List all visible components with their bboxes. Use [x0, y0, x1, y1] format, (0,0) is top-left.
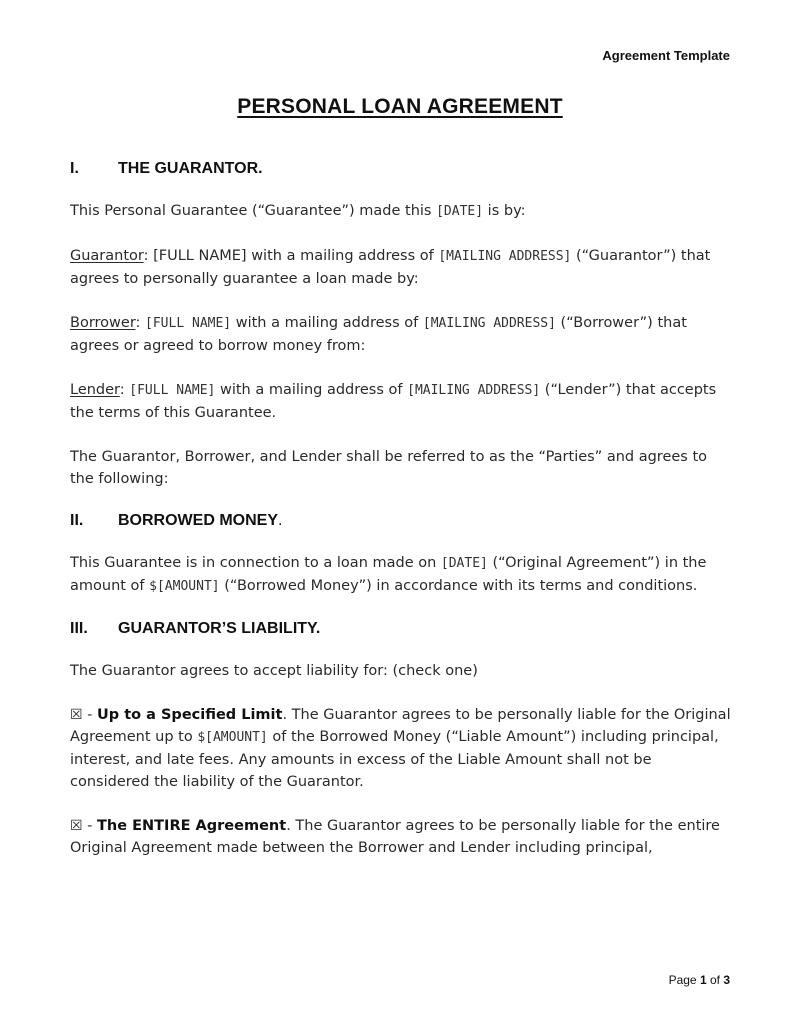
- text-run: This Personal Guarantee (“Guarantee”) made this: [70, 203, 437, 219]
- paragraph-lender: [70, 379, 735, 424]
- document-title: PERSONAL LOAN AGREEMENT: [237, 95, 563, 118]
- paragraph-liability-intro: The Guarantor agrees to accept liability for: (check one): [70, 663, 478, 679]
- address-placeholder: [MAILING ADDRESS]: [407, 383, 541, 398]
- text-run: :: [135, 315, 146, 331]
- document-body: [70, 160, 735, 881]
- option-label: Up to a Specified Limit: [97, 707, 283, 723]
- text-run: (“Borrower”) that agrees or agreed to borrow money from:: [70, 315, 687, 354]
- option-entire-agreement: [70, 815, 735, 859]
- section-heading-liability: [70, 620, 735, 638]
- section-number: II.: [70, 512, 84, 529]
- text-run: . The Guarantor agrees to be personally liable for the entire Original Agreement made between the Borrower and Lender including principal,: [70, 818, 720, 856]
- paragraph-intro: [70, 200, 735, 223]
- date-placeholder: [DATE]: [436, 204, 484, 219]
- section-heading-borrowed-money: [70, 512, 735, 530]
- text-run: (“Original Agreement”) in the amount of: [70, 555, 707, 594]
- text-run: -: [82, 707, 98, 723]
- guarantor-label: Guarantor: [70, 248, 144, 264]
- address-placeholder: [MAILING ADDRESS]: [438, 249, 572, 264]
- option-label: The ENTIRE Agreement: [97, 818, 287, 834]
- borrower-label: Borrower: [70, 315, 136, 331]
- paragraph-borrowed-money: [70, 552, 735, 598]
- address-placeholder: [MAILING ADDRESS]: [422, 316, 556, 331]
- amount-placeholder: $[AMOUNT]: [149, 579, 220, 594]
- paragraph-guarantor: [70, 245, 735, 290]
- total-pages: 3: [723, 973, 730, 987]
- text-run: : [FULL NAME] with a mailing address of: [143, 248, 439, 264]
- text-run: :: [119, 382, 130, 398]
- current-page: 1: [699, 973, 707, 987]
- page-number: [669, 973, 730, 987]
- lender-label: Lender: [70, 382, 120, 398]
- text-run: is by:: [483, 203, 526, 219]
- section-title-text: BORROWED MONEY: [118, 512, 278, 529]
- section-heading-guarantor: [70, 160, 735, 178]
- checkbox-checked-icon[interactable]: ☒: [70, 818, 83, 834]
- section-title: THE GUARANTOR.: [118, 160, 263, 177]
- name-placeholder: [FULL NAME]: [145, 316, 232, 331]
- paragraph-borrower: [70, 312, 735, 357]
- option-specified-limit: [70, 704, 735, 793]
- text-run: This Guarantee is in connection to a loan made on: [70, 555, 441, 571]
- section-title-period: .: [278, 512, 283, 529]
- checkbox-checked-icon[interactable]: ☒: [70, 707, 83, 723]
- amount-placeholder: $[AMOUNT]: [197, 730, 268, 745]
- section-number: III.: [70, 620, 88, 637]
- name-placeholder: [FULL NAME]: [129, 383, 216, 398]
- section-number: I.: [70, 160, 79, 177]
- text-run: . The Guarantor agrees to be personally liable for the Original Agreement up to: [70, 707, 731, 745]
- section-title: GUARANTOR’S LIABILITY.: [118, 620, 321, 637]
- text-run: (“Lender”) that accepts the terms of this Guarantee.: [70, 382, 717, 421]
- page-of: of: [706, 973, 724, 987]
- text-run: of the Borrowed Money (“Liable Amount”) including principal, interest, and late fees. Any amounts in excess of the Liable Amount shall not be considered the liability of the Guarantor.: [70, 729, 719, 790]
- section-title: [118, 512, 282, 530]
- date-placeholder: [DATE]: [440, 556, 488, 571]
- text-run: -: [82, 818, 98, 834]
- text-run: (“Borrowed Money”) in accordance with its terms and conditions.: [219, 578, 698, 594]
- text-run: with a mailing address of: [215, 382, 408, 398]
- text-run: with a mailing address of: [231, 315, 423, 331]
- text-run: (“Guarantor”) that agrees to personally guarantee a loan made by:: [70, 248, 711, 287]
- paragraph-parties: The Guarantor, Borrower, and Lender shall be referred to as the “Parties” and agrees to the following:: [70, 449, 708, 487]
- header-label: Agreement Template: [602, 48, 730, 63]
- page-label: Page: [668, 973, 700, 987]
